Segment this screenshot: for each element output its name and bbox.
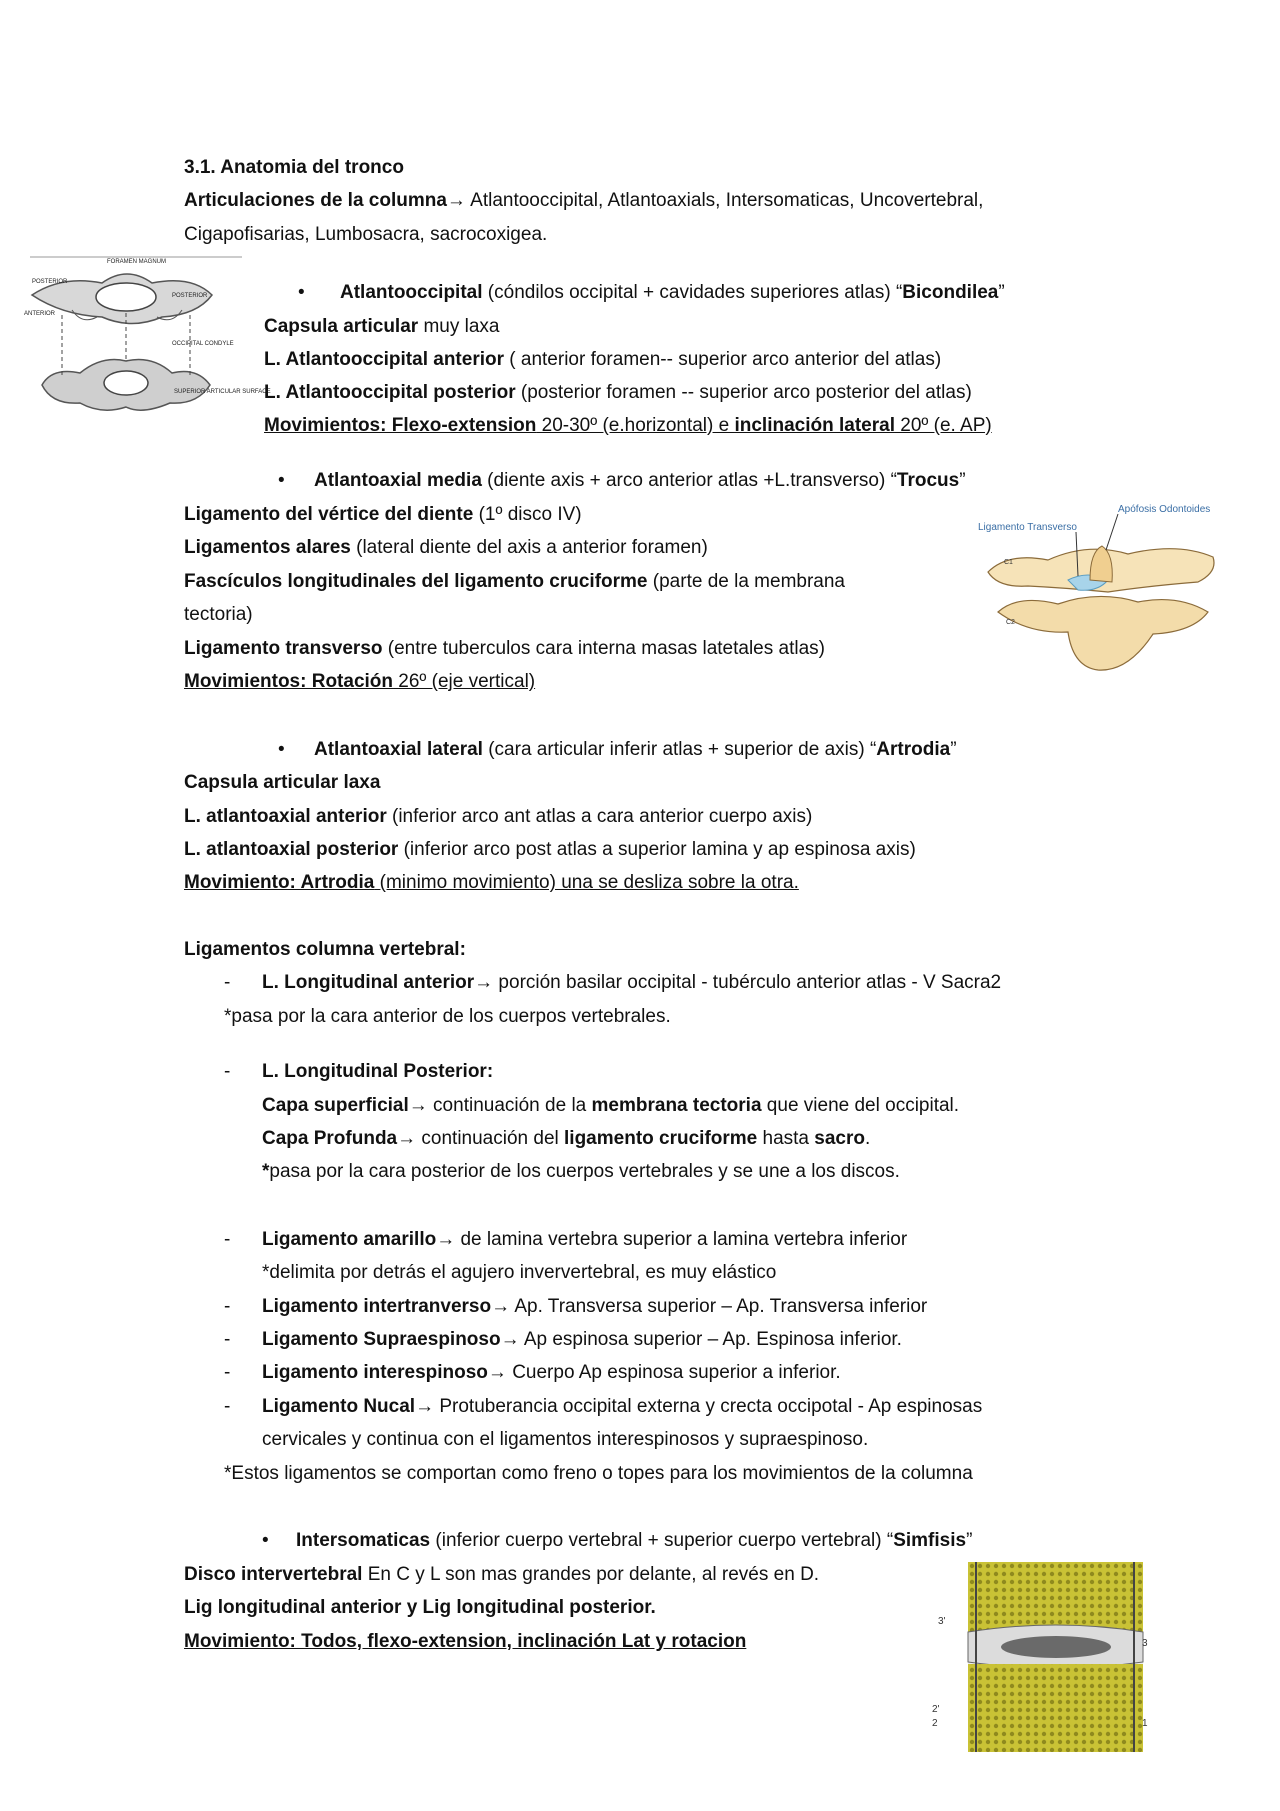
aal-l3-bold: L. atlantoaxial posterior [184,839,399,860]
ao-movements [264,414,992,438]
ao-l1-rest: muy laxa [418,316,500,337]
lig-supraespinoso [262,1328,902,1352]
it-bold: Ligamento intertranverso [262,1296,492,1317]
dash: - [224,1396,231,1417]
ao-mov-rest1: 20-30º (e.horizontal) e [536,415,735,436]
cs-bold2: membrana tectoria [591,1095,762,1116]
aam-l4-bold: Ligamento transverso [184,638,383,659]
lig-nucal-cont: cervicales y continua con el ligamentos interespinosos y supraespinoso. [262,1429,869,1450]
fig2-label-c1: C1 [1004,559,1013,566]
ie-bold: Ligamento interespinoso [262,1362,488,1383]
ao-desc: (cóndilos occipital + cavidades superiores atlas) “ [482,282,903,303]
dash: - [224,1296,231,1317]
is-movement: Movimiento: Todos, flexo-extension, inclinación Lat y rotacion [184,1631,747,1652]
ao-line-3 [264,381,972,405]
disc-figure [928,1562,1154,1752]
cs-rest1: continuación de la [427,1095,592,1116]
lig-llp-superficial [262,1094,959,1118]
bullet-icon: • [298,282,305,303]
arrow-icon: → [491,1296,511,1317]
aam-l2-rest: (lateral diente del axis a anterior foramen) [350,537,708,558]
aam-name: Atlantoaxial media [314,470,482,491]
fig3-label-2: 2 [932,1718,938,1729]
arrow-icon: → [397,1128,417,1149]
is-line-1 [184,1563,819,1587]
ie-rest: Cuerpo Ap espinosa superior a inferior. [506,1362,841,1383]
fig3-label-3prime: 3' [938,1616,946,1627]
aal-movement [184,871,799,895]
arrow-icon: → [487,1362,507,1383]
aal-mov-rest: (minimo movimiento) una se desliza sobre la otra. [374,872,799,893]
am-bold: Ligamento amarillo [262,1229,437,1250]
ao-l3-bold: L. Atlantooccipital posterior [264,382,516,403]
aal-l2-rest: (inferior arco ant atlas a cara anterior cuerpo axis) [386,806,813,827]
aal-line-3 [184,838,916,862]
aam-line-3 [184,570,845,594]
atlantoaxial-media-heading [314,469,966,493]
aam-line-4 [184,637,825,661]
llp-note-text: pasa por la cara posterior de los cuerpos vertebrales y se une a los discos. [269,1161,900,1182]
aam-l1-rest: (1º disco IV) [473,504,582,525]
ao-line-2 [264,348,941,372]
atlantoaxial-figure [978,502,1240,682]
is-l1-rest: En C y L son mas grandes por delante, al revés en D. [362,1564,820,1585]
lig-lla [262,971,1001,995]
aam-mov-bold: Movimientos: Rotación [184,671,394,692]
arrow-icon: → [446,190,466,211]
it-rest: Ap. Transversa superior – Ap. Transversa inferior [510,1296,928,1317]
fig3-label-1: 1 [1142,1718,1148,1729]
lig-lla-note: *pasa por la cara anterior de los cuerpos vertebrales. [224,1006,671,1027]
ao-mov-bold1: Movimientos: Flexo-extension [264,415,537,436]
aam-l3-rest: (parte de la membrana [647,571,845,592]
fig2-label-c2: C2 [1006,619,1015,626]
is-l1-bold: Disco intervertebral [184,1564,363,1585]
is-close: ” [966,1530,973,1551]
intro-bold: Articulaciones de la columna [184,190,447,211]
cp-rest2: hasta [757,1128,815,1149]
section-title: 3.1. Anatomia del tronco [184,157,404,178]
aam-close: ” [959,470,966,491]
atlantooccipital-heading [340,281,1005,305]
cp-bold2: ligamento cruciforme [564,1128,758,1149]
fig1-label-foramen: FORAMEN MAGNUM [107,259,166,265]
arrow-icon: → [408,1095,428,1116]
intersomaticas-heading [296,1529,972,1553]
aam-l4-rest: (entre tuberculos cara interna masas latetales atlas) [382,638,825,659]
ao-l3-rest: (posterior foramen -- superior arco posterior del atlas) [515,382,972,403]
dash: - [224,1229,231,1250]
cs-rest2: que viene del occipital. [761,1095,960,1116]
lig-llp-profunda [262,1127,870,1151]
bullet-icon: • [278,470,285,491]
cp-bold: Capa Profunda [262,1128,398,1149]
intro-line-2: Cigapofisarias, Lumbosacra, sacrocoxigea. [184,224,548,245]
dash: - [224,1061,231,1082]
atlantoaxial-lateral-heading [314,738,957,762]
arrow-icon: → [500,1329,520,1350]
fig3-label-3: 3 [1142,1638,1148,1649]
fig1-label-posterior-left: POSTERIOR [32,279,68,285]
aal-type: Artrodia [876,739,951,760]
aal-close: ” [950,739,957,760]
ao-mov-rest2: 20º (e. AP) [894,415,992,436]
lig-amarillo-note: *delimita por detrás el agujero inververtebral, es muy elástico [262,1262,777,1283]
aam-desc: (diente axis + arco anterior atlas +L.transverso) “ [481,470,897,491]
bullet-icon: • [278,739,285,760]
fig2-label-odontoides: Apófosis Odontoides [1118,504,1211,515]
intro-line-1 [184,189,983,213]
ao-name: Atlantooccipital [340,282,483,303]
am-rest: de lamina vertebra superior a lamina vertebra inferior [455,1229,908,1250]
sp-rest: Ap espinosa superior – Ap. Espinosa inferior. [519,1329,902,1350]
aal-l2-bold: L. atlantoaxial anterior [184,806,387,827]
cs-bold: Capa superficial [262,1095,409,1116]
ao-l2-bold: L. Atlantooccipital anterior [264,349,504,370]
aam-movements [184,670,535,694]
nu-rest: Protuberancia occipital externa y crecta occipotal - Ap espinosas [434,1396,983,1417]
dash: - [224,1362,231,1383]
arrow-icon: → [436,1229,456,1250]
aam-l3-bold: Fascículos longitudinales del ligamento cruciforme [184,571,648,592]
cp-rest3: . [864,1128,871,1149]
lig-interespinoso [262,1361,841,1385]
fig1-label-condyle: OCCIPITAL CONDYLE [172,341,234,347]
aam-line-2 [184,536,708,560]
lla-rest: porción basilar occipital - tubérculo anterior atlas - V Sacra2 [493,972,1002,993]
llp-note-star: * [262,1161,270,1182]
intro-list: Atlantooccipital, Atlantoaxials, Intersomaticas, Uncovertebral, [465,190,984,211]
aam-line-1 [184,503,582,527]
cp-rest1: continuación del [416,1128,565,1149]
lla-bold: L. Longitudinal anterior [262,972,475,993]
ao-type: Bicondilea [902,282,999,303]
is-desc: (inferior cuerpo vertebral + superior cuerpo vertebral) “ [430,1530,894,1551]
sp-bold: Ligamento Supraespinoso [262,1329,501,1350]
cp-bold3: sacro [814,1128,865,1149]
aam-mov-rest: 26º (eje vertical) [393,671,536,692]
aam-l2-bold: Ligamentos alares [184,537,351,558]
aam-l1-bold: Ligamento del vértice del diente [184,504,474,525]
lig-amarillo [262,1228,907,1252]
ao-l1-bold: Capsula articular [264,316,419,337]
ao-l2-rest: ( anterior foramen-- superior arco anterior del atlas) [504,349,942,370]
aal-l3-rest: (inferior arco post atlas a superior lamina y ap espinosa axis) [398,839,916,860]
aal-desc: (cara articular inferir atlas + superior de axis) “ [482,739,877,760]
lig-llp: L. Longitudinal Posterior: [262,1061,494,1082]
fig3-label-2prime: 2' [932,1704,940,1715]
fig1-label-posterior-right: POSTERIOR [172,293,208,299]
ligaments-title: Ligamentos columna vertebral: [184,939,466,960]
nu-bold: Ligamento Nucal [262,1396,416,1417]
is-name: Intersomaticas [296,1530,431,1551]
ao-mov-bold2: inclinación lateral [734,415,895,436]
fig2-label-transverso: Ligamento Transverso [978,522,1077,533]
is-type: Simfisis [893,1530,967,1551]
lig-nucal [262,1395,982,1419]
aal-name: Atlantoaxial lateral [314,739,483,760]
bullet-icon: • [262,1530,269,1551]
lig-llp-note [262,1160,900,1184]
fig1-label-articular: SUPERIOR ARTICULAR SURFACE [174,389,271,395]
dash: - [224,972,231,993]
is-line-2: Lig longitudinal anterior y Lig longitudinal posterior. [184,1597,656,1618]
aal-line-2 [184,805,812,829]
aam-line-3-cont: tectoria) [184,604,253,625]
aam-type: Trocus [896,470,960,491]
dash: - [224,1329,231,1350]
ligaments-note: *Estos ligamentos se comportan como freno o topes para los movimientos de la columna [224,1463,973,1484]
arrow-icon: → [415,1396,435,1417]
arrow-icon: → [474,972,494,993]
ao-line-1 [264,315,499,339]
aal-line-1: Capsula articular laxa [184,772,381,793]
fig1-label-anterior: ANTERIOR [24,311,56,317]
aal-mov-bold: Movimiento: Artrodia [184,872,375,893]
ao-close: ” [998,282,1005,303]
atlantooccipital-figure [22,255,271,445]
lig-intertransverso [262,1295,927,1319]
